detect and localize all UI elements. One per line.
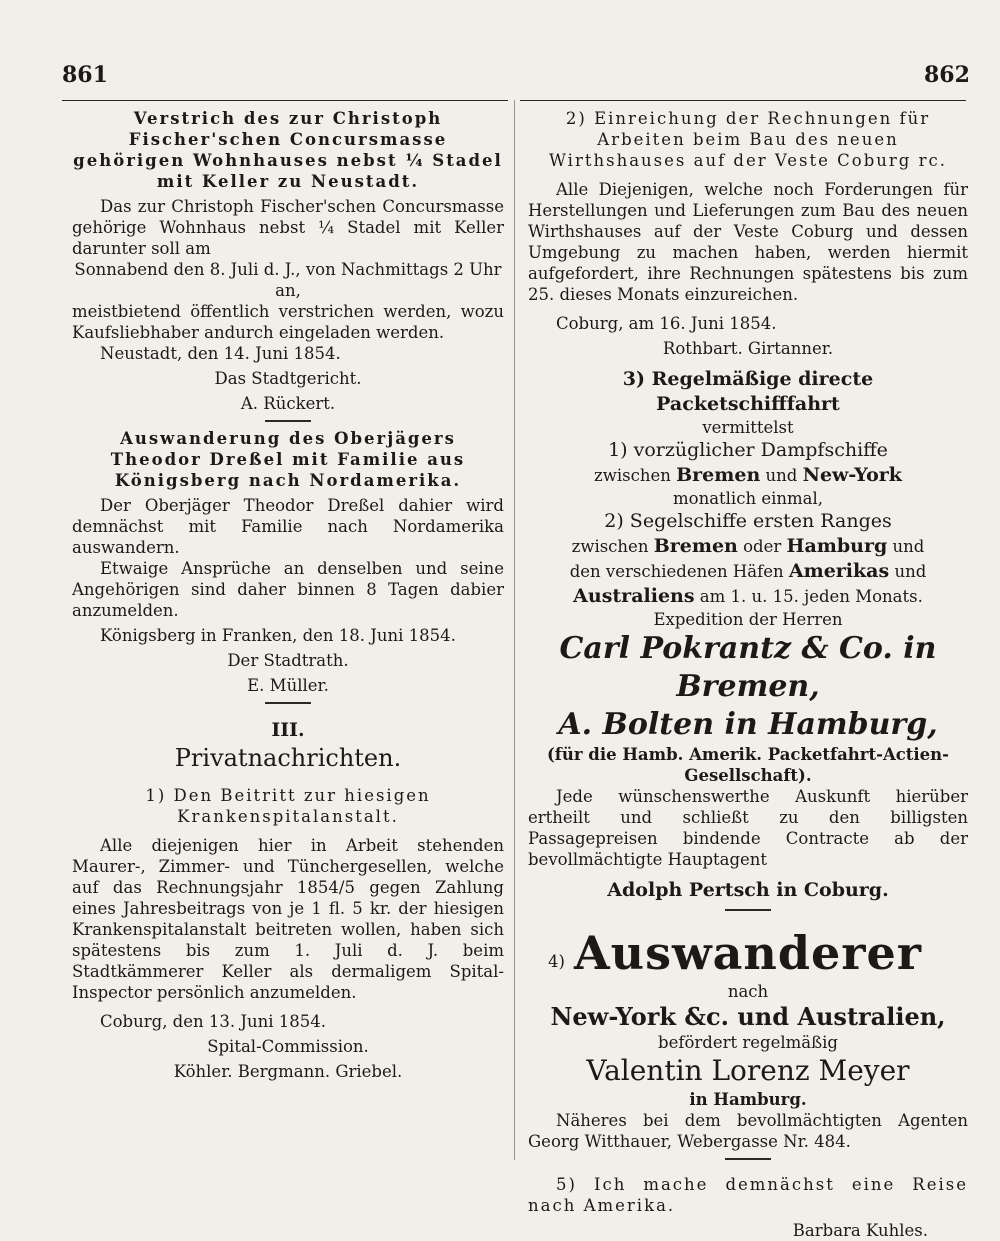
- notice-body: Alle diejenigen hier in Arbeit stehenden Maurer-, Zimmer- und Tünchergesellen, welche auf das Rechnungsjahr 1854/5 gegen Zahlung eines Jahresbeitrags von je 1 fl. 5 kr. der hiesigen Krankenspitalanstalt beitreten wollen, haben sich spätestens bis zum 1. Juli d. J. beim Stadtkämmerer Keller als dermaligem Spital-Inspector persönlich anzumelden.: [72, 836, 504, 1002]
- ad-text: 1) vorzüglicher Dampfschiffe: [608, 439, 888, 461]
- ad-text: vermittelst: [702, 418, 794, 437]
- section-title: Privatnachrichten.: [174, 744, 402, 772]
- notice-signature-name: Barbara Kuhles.: [792, 1221, 928, 1240]
- route-city-bremen: Bremen: [653, 535, 738, 557]
- notice-signature-names: Rothbart. Girtanner.: [662, 339, 834, 358]
- notice-title-hospital: 1) Den Beitritt zur hiesigen Krankenspitalanstalt.: [145, 786, 431, 826]
- notice-place-date: Coburg, den 13. Juni 1854.: [100, 1012, 326, 1031]
- ad-title-emigrants: Auswanderer: [573, 926, 923, 980]
- ad-title-packet-shipping: 3) Regelmäßige directe Packetschifffahrt: [622, 368, 874, 415]
- page-number-right: 862: [924, 62, 970, 88]
- ad-text: oder: [743, 537, 782, 556]
- ad-text: den verschiedenen Häfen: [569, 562, 784, 581]
- ad-text: befördert regelmäßig: [658, 1033, 838, 1052]
- ad-destinations: New-York &c. und Australien,: [550, 1002, 946, 1031]
- notice-signature-name: E. Müller.: [247, 676, 329, 695]
- notice-body: meistbietend öffentlich verstrichen werden, wozu Kaufsliebhaber andurch eingeladen werden.: [72, 302, 504, 342]
- separator-rule: [265, 420, 311, 422]
- notice-body: Das zur Christoph Fischer'schen Concursmasse gehörige Wohnhaus nebst ¼ Stadel mit Keller darunter soll am: [72, 197, 504, 258]
- notice-signature-names: Köhler. Bergmann. Griebel.: [173, 1062, 403, 1081]
- ad-text: und: [892, 537, 925, 556]
- agent-company: (für die Hamb. Amerik. Packetfahrt-Actien-Gesellschaft).: [546, 745, 950, 785]
- route-region-australiens: Australiens: [573, 585, 695, 607]
- column-divider: [514, 100, 515, 1160]
- notice-signature-authority: Das Stadtgericht.: [214, 369, 362, 388]
- separator-rule: [725, 909, 771, 911]
- notice-body: Der Oberjäger Theodor Dreßel dahier wird demnächst mit Familie nach Nordamerika auswandern.: [72, 496, 504, 557]
- ad-company-name: Valentin Lorenz Meyer: [586, 1054, 910, 1087]
- ad-text: zwischen: [594, 466, 671, 485]
- route-city-bremen: Bremen: [676, 464, 761, 486]
- separator-rule: [725, 1158, 771, 1160]
- notice-title-invoices: 2) Einreichung der Rechnungen für Arbeiten beim Bau des neuen Wirthshauses auf der Veste Coburg rc.: [549, 109, 947, 170]
- ad-text: monatlich einmal,: [672, 489, 823, 508]
- route-region-amerikas: Amerikas: [788, 560, 890, 582]
- header-rule-left: [62, 100, 508, 101]
- auction-date: Sonnabend den 8. Juli d. J., von Nachmittags 2 Uhr an,: [74, 260, 502, 300]
- route-city-hamburg: Hamburg: [786, 535, 888, 557]
- ad-text: nach: [727, 982, 769, 1001]
- notice-place-date: Coburg, am 16. Juni 1854.: [556, 314, 777, 333]
- ad-city: in Hamburg.: [689, 1090, 807, 1109]
- ad-route-line: [528, 584, 968, 609]
- notice-body: 5) Ich mache demnächst eine Reise nach Amerika.: [528, 1175, 968, 1215]
- ad-route-line: [528, 534, 968, 559]
- notice-signature-name: A. Rückert.: [240, 394, 336, 413]
- notice-place-date: Königsberg in Franken, den 18. Juni 1854.: [100, 626, 456, 645]
- notice-title-emigration: Auswanderung des Oberjägers Theodor Dreßel mit Familie aus Königsberg nach Nordamerika.: [110, 429, 466, 490]
- page-number-left: 861: [62, 62, 108, 88]
- ad-number: 4): [548, 952, 565, 971]
- agent-name-hamburg: A. Bolten in Hamburg,: [558, 707, 938, 742]
- ad-body: Näheres bei dem bevollmächtigten Agenten Georg Witthauer, Webergasse Nr. 484.: [528, 1111, 968, 1151]
- notice-body: Alle Diejenigen, welche noch Forderungen für Herstellungen und Lieferungen zum Bau des neuen Wirthshauses auf der Veste Coburg und dessen Umgebung zu machen haben, werden hiermit aufgefordert, ihre Rechnungen spätestens bis zum 25. dieses Monats einzureichen.: [528, 180, 968, 304]
- ad-text: und: [894, 562, 927, 581]
- agent-name-bremen: Carl Pokrantz & Co. in Bremen,: [559, 631, 937, 704]
- left-column: [72, 108, 504, 1082]
- route-city-new-york: New-York: [802, 464, 902, 486]
- emigrants-ad-header: [528, 925, 968, 981]
- ad-body: Jede wünschenswerthe Auskunft hierüber ertheilt und schließt zu den billigsten Passagepreisen bindende Contracte ab der bevollmächtigte Hauptagent: [528, 787, 968, 869]
- header-rule-right: [520, 100, 966, 101]
- section-number: III.: [271, 719, 305, 741]
- separator-rule: [265, 702, 311, 704]
- ad-text: und: [765, 466, 798, 485]
- ad-text: am 1. u. 15. jeden Monats.: [699, 587, 923, 606]
- notice-signature-authority: Spital-Commission.: [207, 1037, 369, 1056]
- ad-route-line: [528, 463, 968, 488]
- notice-title-house-auction: Verstrich des zur Christoph Fischer'schen Concursmasse gehörigen Wohnhauses nebst ¼ Stadel mit Keller zu Neustadt.: [73, 109, 503, 191]
- notice-signature-authority: Der Stadtrath.: [227, 651, 349, 670]
- ad-route-line: [528, 559, 968, 584]
- main-agent-name: Adolph Pertsch in Coburg.: [607, 879, 889, 901]
- ad-text: 2) Segelschiffe ersten Ranges: [604, 510, 892, 532]
- ad-text: Expedition der Herren: [653, 610, 843, 629]
- ad-text: zwischen: [571, 537, 649, 556]
- right-column: [528, 108, 968, 1241]
- notice-place-date: Neustadt, den 14. Juni 1854.: [100, 344, 341, 363]
- notice-body: Etwaige Ansprüche an denselben und seine Angehörigen sind daher binnen 8 Tagen dabier anzumelden.: [72, 559, 504, 620]
